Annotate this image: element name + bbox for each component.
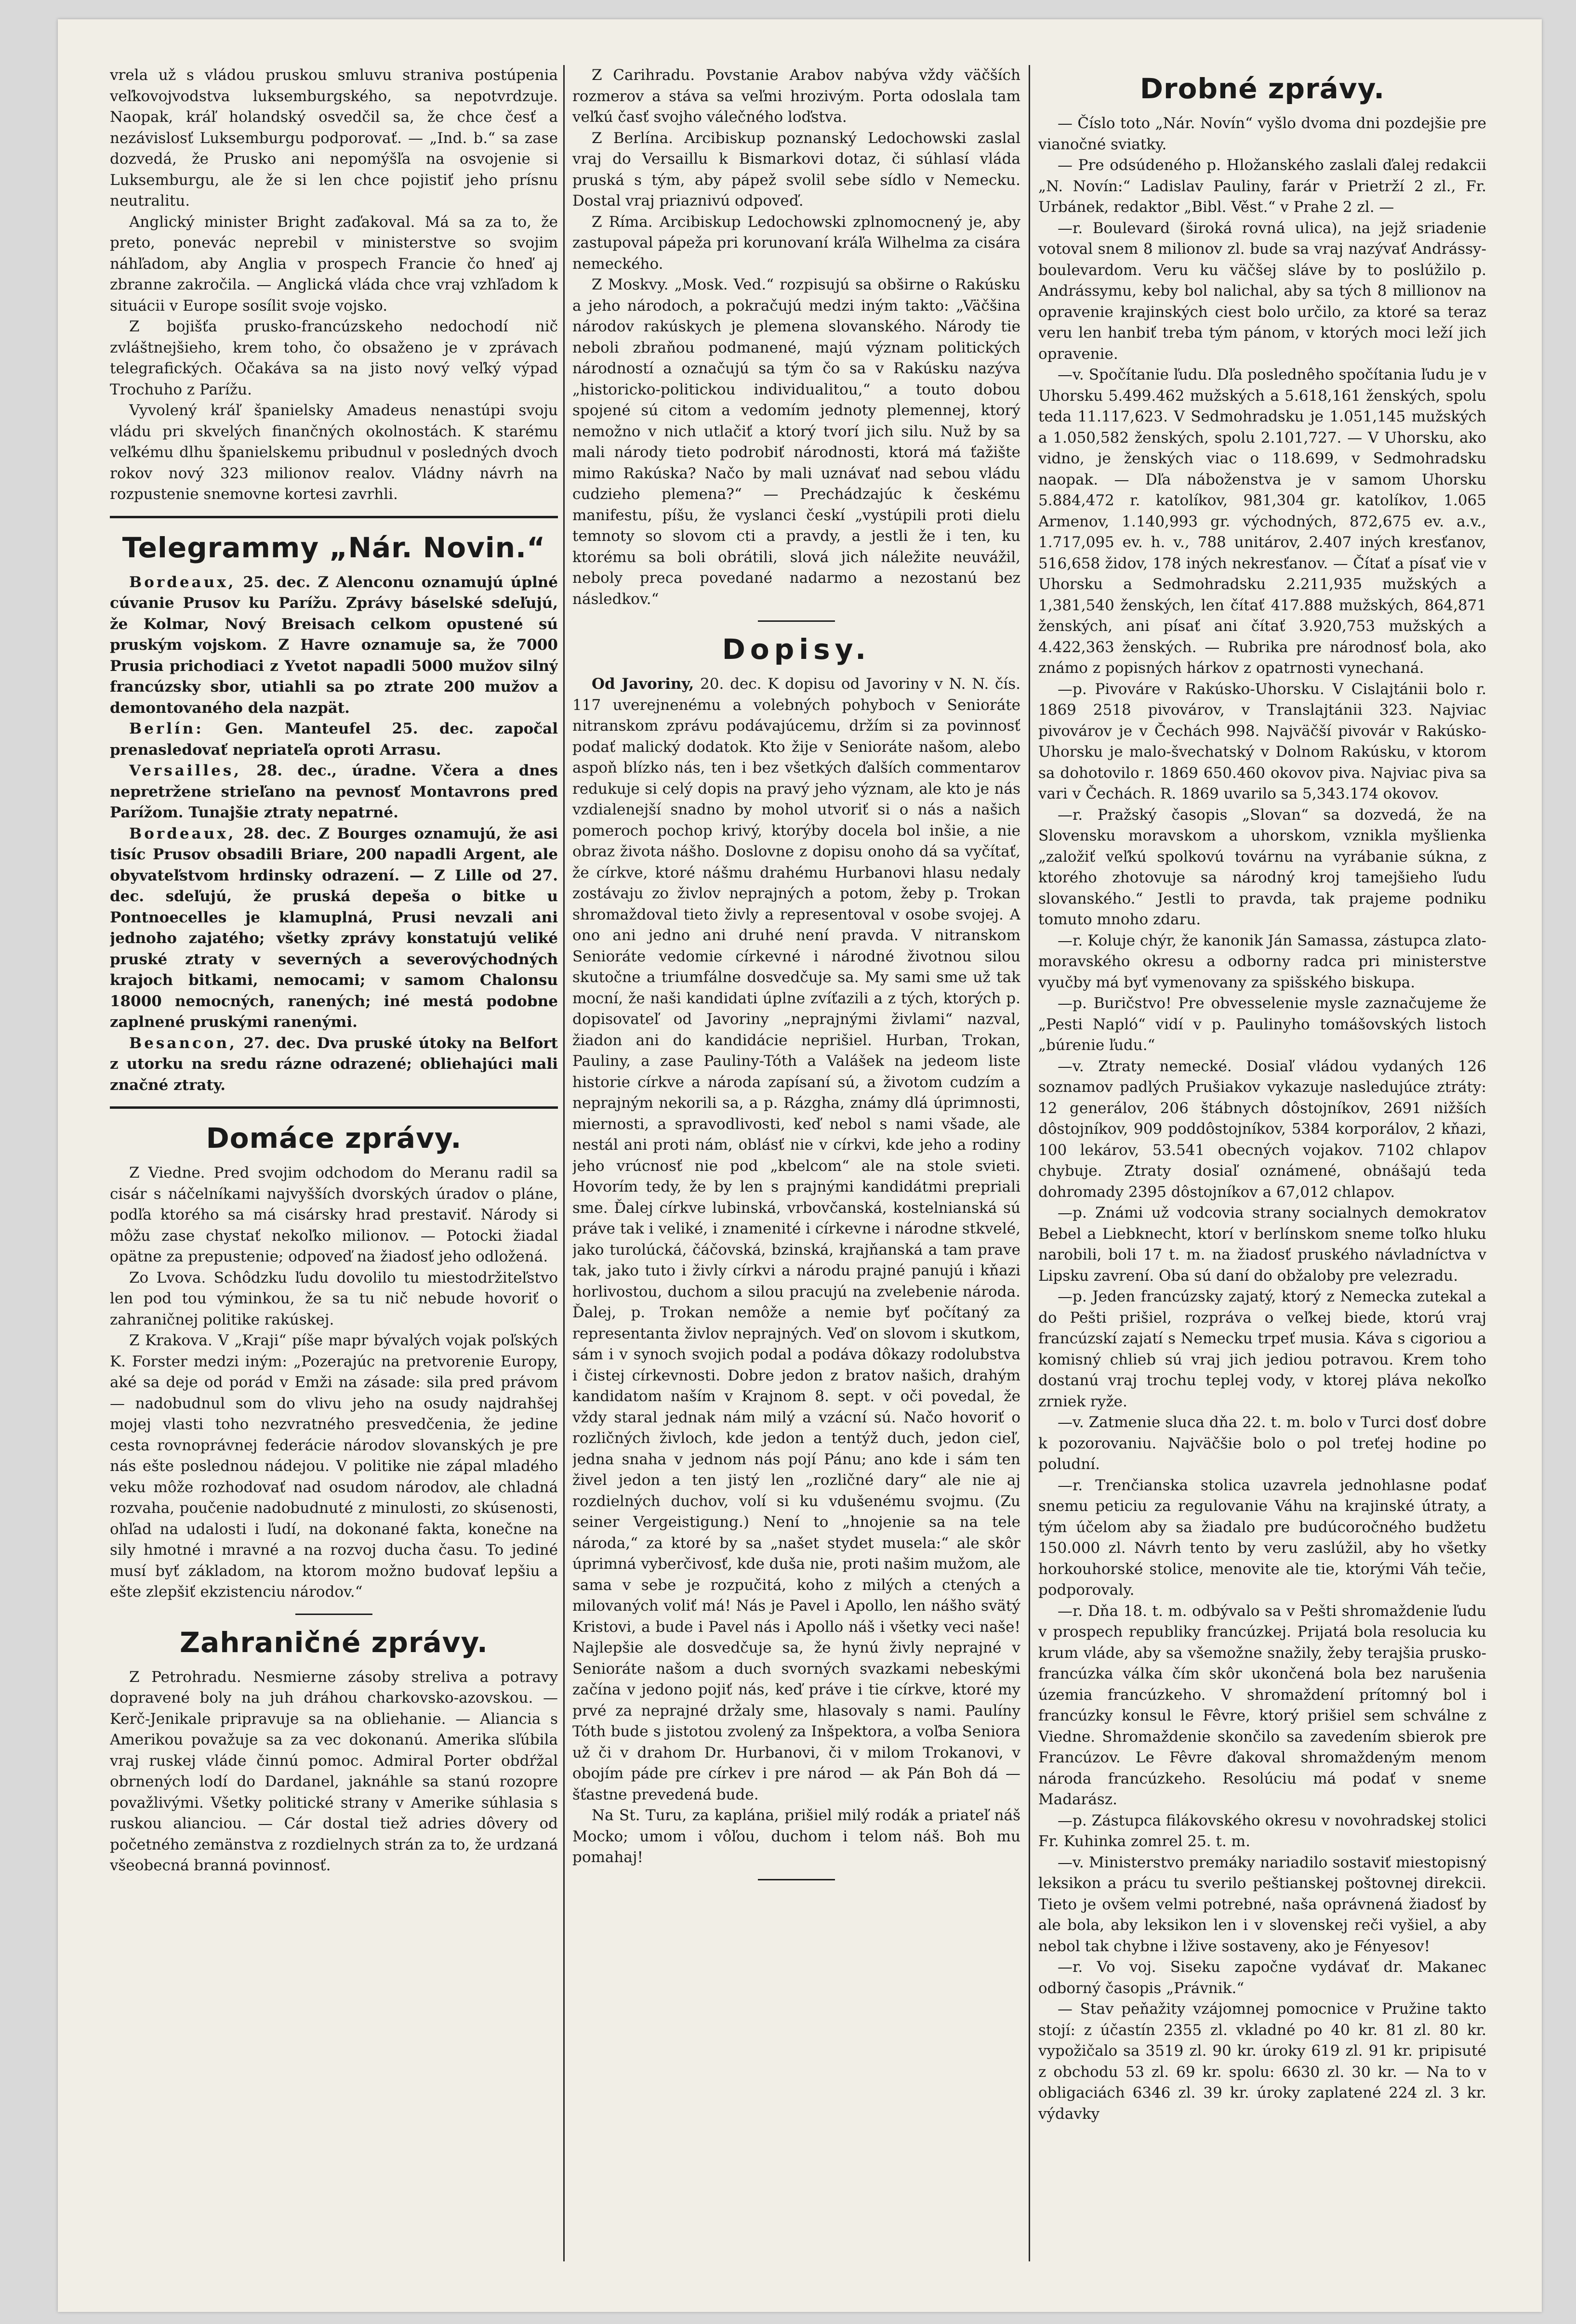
news-item: —p. Jeden francúzsky zajatý, ktorý z Nemecka zutekal a do Pešti prišiel, rozpráva o veľkej biede, ktorú vraj francúzskí zajatí s Nemecku trpeť musia. Káva s cigoriou a komisný chlieb sú vraj jich jediou potravou. Krem toho dostanú vraj trochu teplej vody, v ktorej pláva nekoľko zrniek ryže. [1038, 1288, 1486, 1410]
telegram-place: Besancon, [129, 1034, 237, 1052]
telegram-item [110, 719, 558, 761]
telegram-item [110, 824, 558, 1033]
news-item: — Pre odsúdeného p. Hložanského zaslali ďalej redakcii „N. Novín:“ Ladislav Pauliny, farár v Prietrží 2 zl., Fr. Urbánek, redaktor „Bibl. Věst.“ v Prahe 2 zl. — [1038, 157, 1486, 216]
article-paragraph: Z Krakova. V „Kraji“ píše mapr bývalých vojak poľských K. Forster medzi iným: „Pozerajúc na pretvorenie Europy, aké sa deje od porád v Emži na zásade: sila pred právom — nadobudnul som do vlivu jeho na osudy najdrahšej mojej vlasti toho nezvratného presvedčenia, že jedine cesta rovnoprávnej federácie národov slovanských je pre nás ešte poslednou nádejou. V politike nie zápal mladého veku môže rozhodovať nad osudom národov, ale chladná rozvaha, poučenie nadobudnuté z minulosti, zo skúsenosti, ohľad na udalosti i ľudí, na dokonané fakta, konečne na sily hmotné i mravné a na rozvoj ducha času. To jediné musí byť základom, na ktorom možno budovať lepšiu a ešte zlepšiť ekzistenciu národov.“ [110, 1332, 558, 1601]
section-divider [758, 1879, 835, 1880]
section-divider [110, 1106, 558, 1109]
column-middle [572, 65, 1020, 2261]
news-item: —v. Zatmenie sluca dňa 22. t. m. bolo v Turci dosť dobre k pozorovaniu. Najväčšie bolo o pol treťej hodine po poludní. [1038, 1414, 1486, 1473]
article-paragraph: Vyvolený kráľ španielsky Amadeus nenastúpi svoju vládu pri skvelých finančných okolnostách. K starému veľkému dlhu španielskemu pribudnul v posledných dvoch rokov nový 323 milionov realov. Vládny návrh na rozpustenie snemovne kortesi zavrhli. [110, 402, 558, 503]
telegram-place: Bordeaux, [129, 573, 236, 591]
article-paragraph: Z Moskvy. „Mosk. Ved.“ rozpisujú sa obširne o Rakúsku a jeho národoch, a pokračujú medzi iným takto: „Väčšina národov rakúskych je plemena slovanského. Národy tie neboli zbraňou podmanené, majú význam politických národností a označujú sa tým čo sa v Rakúsku nazýva „historicko-politickou individualitou,“ a touto dobou spojené sú citom a vedomím jednoty plemennej, ktorý nemožno v nich utlačiť a ktorý tvorí jich silu. Nuž by sa mali národy tieto podrobiť národnosti, ktorá má ťažište mimo Rakúska? Načo by mali uznávať nad sebou vládu cudzieho plemena?“ — Prechádzajúc k českému manifestu, píšu, že vyslanci českí „vystúpili proti dielu temnoty so slovom cti a pravdy, a jestli že i ten, ku ktorému sa boli obrátili, slová jich náležite neuvážil, neboly preca povedané nadarmo a nezostanú bez následkov.“ [572, 276, 1020, 608]
article-paragraph: Z Viedne. Pred svojim odchodom do Meranu radil sa cisár s náčelníkami najvyšších dvorských úradov o pláne, podľa ktorého sa má cisársky hrad prestaviť. Národy si môžu zase chystať nekoľko milionov. — Potocki žiadal opätne za prepustenie; odpoveď na žiadosť jeho odložená. [110, 1164, 558, 1265]
article-paragraph [572, 674, 1020, 1805]
section-title-domestic: Domáce zprávy. [206, 1122, 462, 1155]
letter-text: 20. dec. K dopisu od Javoriny v N. N. čís. 117 uverejnenému a volebných pohyboch v Senioráte nitranskom zprávu podávajúcemu, držím si za povinnosť podať malický dodatok. Kto žije v Senioráte našom, alebo aspoň blízko nás, ten i bez všetkých ďalších commentarov redukuje si celý dopis na pravý jeho význam, ale kto je nás vzdialenejší snadno by mohol utvoriť si o nás a našich pomeroch pochop krivý, ktorýby docela bol inšie, a nie obraz života nášho. Doslovne z dopisu onoho dá sa vyčítať, že církve, ktoré nášmu drahému Hurbanovi hlasu nedaly zostávaju zo živlov neprajných a potom, žeby p. Trokan shromaždoval tieto živly a representoval v osobe svojej. A ono ani jedno ani druhé není pravda. V nitranskom Senioráte vedomie církevné i národné životnou silou skutočne a triumfálne dosvedčuje sa. My sami sme už tak mocní, že naši kandidati úplne zvíťazili a z tých, ktorých p. dopisovateľ od Javoriny „neprajnými živlami“ nazval, žiadon ani do kandidácie neprišiel. Hurban, Trokan, Pauliny, a zase Pauliny-Tóth a Valášek na jedeom liste historie církve a národa zapísaní sú, a životom cudzím a neprajným nekorili sa, a p. Rázgha, známy dlá úprimnosti, miernosti, a spravodlivosti, keď nebol s nami všade, ale nestál ani proti nám, oblásť nie v církvi, kde jeho a rodiny jeho vrúcnosť nie pod „kbelcom“ ale na stole svieti. Hovorím tedy, že by len s prajnými kandidátmi prepriali sme. Ďalej církve lubinská, vrbovčanská, kostelnianská sú práve tak i veliké, i znamenité i církevne i národne stkvelé, jako turolúcká, čáčovská, bzinská, krajňanská a tam prave tak, jako tuto i živly církvi a národu prajné panujú i kňazi horlivostou, duchom a silou pracujú na zvelebenie národa. Ďalej, p. Trokan nemôže a nemie byť počítaný za representanta živlov neprajných. Veď on slovom i skutkom, sám i v synoch svojich podal a podáva dôkazy rodolubstva i čistej církevnosti. Dobre jedon z bratov našich, drahým kandidatom naším v Krajnom 8. sept. v oči povedal, že vždy staral jednak nám milý a vzácní sú. Načo hovoriť o rozličných živloch, kde jedon a tentýž duch, jedon cieľ, jedna snaha v jednom nás pojí Pánu; ano kde i sám ten živel jedon a ten jistý len „rozličné dary“ ale nie aj rozdielných duchov, volí si ku vdušenému svojmu. (Zu seiner Vergeistigung.) Není to „hnojenie sa na tele národa,“ za ktoré by sa „našet stydet musela:“ ale skôr úprimná vyberčivosť, kde duša nie, proti našim mužom, ale sama v sebe je rozpučitá, koho z milých a ctených a milovaných voliť má! Nás je Pavel i Apollo, len nášho svätý Kristovi, a bude i Pavel nás i Apollo náš i všetky veci naše! Najlepšie ale dosvedčuje sa, že hynú živly neprajné v Senioráte našom a duch svorných svazkami nebeskými začína v jedono pojiť nás, keď práve i tie církve, ktoré my prvé za neprajné držaly sme, hlasovaly s nami. Paulíny Tóth bude s jistotou zvolený za Inšpektora, a voľba Seniora už či v drahom Dr. Hurbanovi, či v milom Trokanovi, v obojím páde pre církev i pre národ — ak Pán Boh dá — šťastne prevedená bude. [572, 675, 1020, 1803]
telegram-item [110, 1033, 558, 1096]
news-item: — Číslo toto „Nár. Novín“ vyšlo dvoma dni pozdejšie pre vianočné sviatky. [1038, 115, 1486, 153]
telegram-item [110, 572, 558, 719]
telegram-item [110, 761, 558, 824]
telegram-text: 28. dec., úradne. Včera a dnes nepretržene strieľano na pevnosť Montavrons pred Parížom. Tunajšie ztraty nepatrné. [110, 762, 558, 821]
news-item: —r. Pražský časopis „Slovan“ sa dozvedá, že na Slovensku moravskom a uhorskom, vznikla myšlienka „založiť veľkú spolkovú továrnu na vyrábanie súkna, z ktorého zhotovuje sa národný kroj tamejšieho ľudu slovanského.“ Jestli to pravda, tak prajeme podniku tomuto mnoho zdaru. [1038, 806, 1486, 928]
telegram-text: Gen. Manteufel 25. dec. započal prenasledovať nepriateľa oproti Arrasu. [110, 720, 558, 759]
newspaper-page [58, 19, 1542, 2312]
column-right [1038, 65, 1486, 2261]
news-item: —r. Dňa 18. t. m. odbývalo sa v Pešti shromaždenie ľudu v prospech republiky francúzkej. Prijatá bola resolucia ku krum vláde, aby sa všemožne snažily, žeby terajšia prusko-francúzka válka čím skôr ukončená bola bez narušenia územia francúzkeho. V shromaždení prítomný bol i francúzky konsul le Fêvre, ktorý prišiel sem schválne z Viedne. Shromaždenie skončilo sa zavedením sbierok pre Francúzov. Le Fêvre ďakoval shromaždeným menom národa francúzkeho. Resolúciu má podať v sneme Madarász. [1038, 1602, 1486, 1808]
article-paragraph: Z Petrohradu. Nesmierne zásoby streliva a potravy dopravené boly na juh dráhou charkovsko-azovskou. — Kerč-Jenikale pripravuje sa na obliehanie. — Aliancia s Amerikou považuje sa za vec dokonanú. Amerika sľúbila vraj ruskej vláde činnú pomoc. Admiral Porter obdŕžal obrnených lodí do Dardanel, jaknáhle sa stanú rozopre považlivými. Všetky politické strany v Amerike súhlasia s ruskou alianciou. — Cár dostal tiež adries dôvery od početného zemänstva z rozdielnych strán za to, že urdzaná všeobecná branná povinnosť. [110, 1668, 558, 1874]
telegram-place: Versailles, [129, 762, 242, 779]
article-paragraph: Z Berlína. Arcibiskup poznanský Ledochowski zaslal vraj do Versaillu k Bismarkovi dotaz, či súhlasí vláda pruská s tým, aby pápež svolil sebe sídlo v Nemecku. Dostal vraj priaznivú odpoveď. [572, 129, 1020, 210]
section-title-letters: Dopisy. [722, 633, 871, 666]
article-paragraph: Zo Lvova. Schôdzku ľudu dovolilo tu miestodržiteľstvo len pod tou výminkou, že sa tu nič nebude hovoriť o zahraničnej politike rakúskej. [110, 1269, 558, 1328]
article-paragraph: vrela už s vládou pruskou smluvu straniva postúpenia veľkovojvodstva luksemburgského, sa nepotvrdzuje. Naopak, kráľ holandský osvedčil sa, že chce česť a nezávislosť Luksemburgu podporovať. — „Ind. b.“ sa zase dozvedá, že Prusko ani nepomýšľa na osvojenie si Luksemburgu, ale že si len chce pojistiť jeho prísnu neutralitu. [110, 66, 558, 210]
column-left [110, 65, 558, 2261]
news-item: —v. Ministerstvo premáky nariadilo sostaviť miestopisný leksikon a prácu tu sverilo peštianskej poštovnej direkcii. Tieto je ovšem velmi potrebné, naša oprávnená žiadosť by ale bola, aby leksikon len i v slovenskej reči vyšiel, a aby nebol tak chybne i lžive sostaveny, ako je Fényesov! [1038, 1853, 1486, 1955]
telegram-place: Berlín: [129, 720, 204, 737]
column-rule [1029, 65, 1030, 2261]
news-item: —p. Pivováre v Rakúsko-Uhorsku. V Cislajtánii bolo r. 1869 2518 pivovárov, v Translajtánii 323. Najviac pivovárov je v Čechách 998. Najväčší pivovár v Rakúsko-Uhorsku je malo-švechatský v Dolnom Rakúsku, v ktorom sa dohotovilo r. 1869 650.460 okovov piva. Najviac piva sa vari v Čechách. R. 1869 uvarilo sa 5,343.174 okovov. [1038, 680, 1486, 802]
article-paragraph: Z Carihradu. Povstanie Arabov nabýva vždy väčších rozmerov a stáva sa veľmi hrozivým. Porta odoslala tam veľkú časť svojho válečného loďstva. [572, 66, 1020, 126]
article-paragraph: Anglický minister Bright zaďakoval. Má sa za to, že preto, ponevác neprebil v ministerstve so svojim náhľadom, aby Anglia v prospech Francie čo hneď aj zbranne zakročila. — Anglická vláda chce vraj vzhľadom k situácii v Europe sosílit svoje vojsko. [110, 213, 558, 315]
telegram-place: Bordeaux, [129, 825, 236, 842]
news-item: —p. Buričstvo! Pre obvesselenie mysle zaznačujeme že „Pesti Napló“ vidí v p. Paulinyho tomášovských listoch „búrenie ľudu.“ [1038, 995, 1486, 1054]
news-item: — Stav peňažity vzájomnej pomocnice v Pružine takto stojí: z účastín 2355 zl. vkladné po 40 kr. 81 zl. 80 kr. vypožičalo sa 3519 zl. 90 kr. úroky 619 zl. 91 kr. pripisuté z obchodu 53 zl. 69 kr. spolu: 6630 zl. 30 kr. — Na to v obligaciách 6346 zl. 39 kr. úroky zaplatené 224 zl. 3 kr. výdavky [1038, 2000, 1486, 2123]
article-paragraph: Z bojišťa prusko-francúzskeho nedochodí nič zvláštnejšieho, krem toho, čo obsaženo je v zprávach telegrafických. Očakáva sa na jisto nový veľký výpad Trochuho z Parížu. [110, 318, 558, 398]
section-title-telegrams: Telegrammy „Nár. Novin.“ [122, 531, 546, 564]
news-item: —r. Boulevard (široká rovná ulica), na jejž sriadenie votoval snem 8 milionov zl. bude sa vraj nazývať Andrássy-boulevardom. Veru ku väčšej sláve by to poslúžilo p. Andrássymu, keby bol nalichal, aby sa tých 8 millionov na opravenie krajinských ciest bolo určilo, za ktoré sa teraz veru len hanbiť treba tým pánom, v ktorých moci leží jich opravenie. [1038, 219, 1486, 363]
section-divider [110, 516, 558, 518]
column-rule [563, 65, 565, 2261]
section-divider [758, 620, 835, 622]
letter-lead: Od Javoriny, [592, 675, 694, 693]
section-title-short-news: Drobné zprávy. [1139, 72, 1385, 105]
article-paragraph: Z Ríma. Arcibiskup Ledochowski zplnomocnený je, aby zastupoval pápeža pri korunovaní kráľa Wilhelma za cisára nemeckého. [572, 213, 1020, 273]
news-item: —r. Vo voj. Siseku započne vydávať dr. Makanec odborný časopis „Právnik.“ [1038, 1958, 1486, 1997]
news-item: —r. Trenčianska stolica uzavrela jednohlasne podať snemu peticiu za regulovanie Váhu na krajinské útraty, a tým účelom aby sa žiadalo pre budúcoročného budžetu 150.000 zl. Návrh tento by veru zaslúžil, aby ho všetky horkouhorské stolice, menovite ale tie, ktorými Váh tečie, podporovaly. [1038, 1476, 1486, 1599]
news-item: —p. Zástupca filákovského okresu v novohradskej stolici Fr. Kuhinka zomrel 25. t. m. [1038, 1812, 1486, 1850]
news-item: —p. Známi už vodcovia strany socialnych demokratov Bebel a Liebknecht, ktorí v berlínskom sneme toľko hluku narobili, boli 17 t. m. na žiadosť pruského návladníctva v Lipsku zavrení. Oba sú daní do obžaloby pre velezradu. [1038, 1204, 1486, 1285]
telegram-text: 27. dec. Dva pruské útoky na Belfort z utorku na sredu rázne odrazené; obliehajúci mali značné ztraty. [110, 1034, 558, 1094]
news-item: —r. Koluje chýr, že kanonik Ján Samassa, zástupca zlato-moravského okresu a odborny radca pri ministerstve vyučby má byť vymenovany za spišského biskupa. [1038, 932, 1486, 991]
section-title-foreign: Zahraničné zprávy. [180, 1626, 488, 1659]
news-item: —v. Spočítanie ľudu. Dľa poslednêho spočítania ľudu je v Uhorsku 5.499.462 mužských a 5.618,161 ženských, spolu teda 11.117,623. V Sedmohradsku je 1.051,145 mužských a 1.050,582 ženských, spolu 2.101,727. — V Uhorsku, ako vidno, je ženských viac o 118.699, v Sedmohradsku naopak. — Dľa náboženstva je v samom Uhorsku 5.884,472 r. katolíkov, 981,304 gr. katolíkov, 1.065 Armenov, 1.140,993 gr. východných, 872,675 ev. a.v., 1.717,095 ev. h. v., 788 unitárov, 2.407 iných kresťanov, 516,658 židov, 178 iných nekresťanov. — Čítať a písať vie v Uhorsku a Sedmohradsku 2.211,935 mužských a 1,381,540 ženských, len čítať 417.888 mužských, 864,871 ženských, ani písať ani čítať 3.920,753 mužských a 4.422,363 ženských. — Rubrika pre národnosť bola, ako známo z popisných hárkov z opatrnosti vynechaná. [1038, 366, 1486, 677]
telegram-text: 25. dec. Z Alenconu oznamujú úplné cúvanie Prusov ku Parížu. Zprávy báselské sdeľujú, že Kolmar, Nový Breisach celkom opustené sú pruským vojskom. Z Havre oznamuje sa, že 7000 Prusia prichodiaci z Yvetot napadli 5000 mužov silný francúzsky sbor, utiahli sa po ztrate 200 mužov a demontovaného dela nazpät. [110, 573, 558, 717]
article-paragraph: Na St. Turu, za kaplána, prišiel milý rodák a priateľ náš Mocko; umom i vôľou, duchom i telom náš. Boh mu pomahaj! [572, 1807, 1020, 1866]
telegram-text: 28. dec. Z Bourges oznamujú, že asi tisíc Prusov obsadili Briare, 200 napadli Argent, ale obyvateľstvom hrdinsky odrazení. — Z Lille od 27. dec. sdeľujú, že pruská depeša o bitke u Pontnoecelles je klamuplná, Prusi nevzali ani jednoho zajatého; všetky zprávy konstatujú veliké pruské ztraty v severných a severovýchodných krajoch bitkami, nemocami; v samom Chalonsu 18000 nemocných, ranených; iné mestá podobne zaplnené pruskými ranenými. [110, 825, 558, 1031]
news-item: —v. Ztraty nemecké. Dosiaľ vládou vydaných 126 soznamov padlých Prušiakov vykazuje nasledujúce ztráty: 12 generálov, 206 štábnych dôstojníkov, 2691 nižších dôstojníkov, 909 poddôstojníkov, 5384 korporálov, 2 kňazi, 100 lekárov, 53.541 obecných vojakov. 7102 chlapov chybuje. Ztraty dosiaľ oznámené, obnášajú teda dohromady 2395 dôstojníkov a 67,012 chlapov. [1038, 1057, 1486, 1201]
section-divider [295, 1614, 372, 1615]
